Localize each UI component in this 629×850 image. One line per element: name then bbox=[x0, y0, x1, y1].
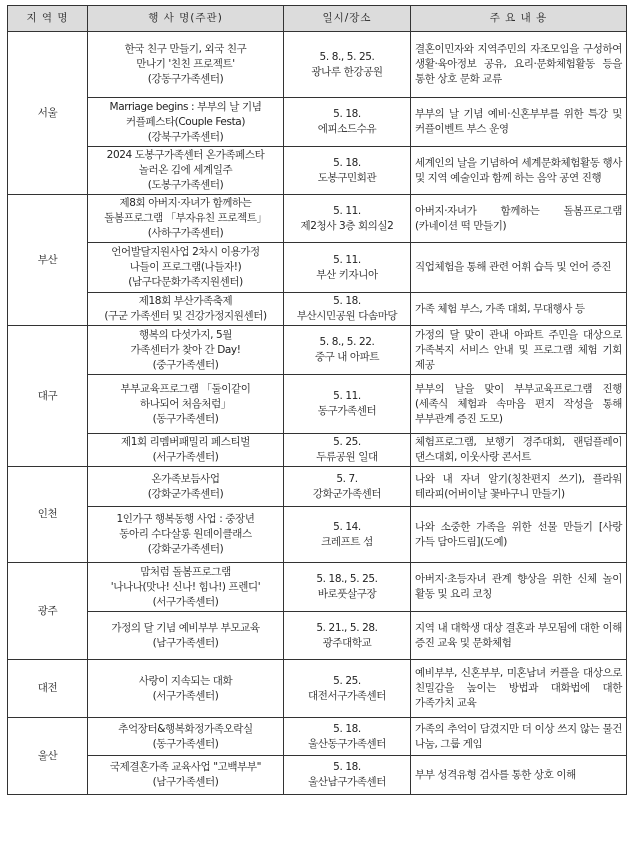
table-row bbox=[8, 375, 627, 434]
event-line: 제18회 부산가족축제 bbox=[138, 295, 233, 307]
event-line: 가정의 달 기념 예비부부 부모교육 bbox=[111, 621, 260, 634]
event-line: 부부교육프로그램 「둘이같이 bbox=[120, 382, 251, 395]
table-body bbox=[8, 32, 627, 795]
table-row bbox=[8, 467, 627, 507]
event-line: 만나기 '친친 프로젝트' bbox=[136, 58, 235, 70]
event-place: 강화군가족센터 bbox=[312, 487, 382, 500]
event-line: Marriage begins : 부부의 날 기념 bbox=[109, 100, 262, 113]
event-line: 제8회 아버지·자녀가 함께하는 bbox=[119, 197, 252, 209]
event-place: 광나루 한강공원 bbox=[311, 65, 383, 78]
event-line: 언어발달지원사업 2차시 이용가정 bbox=[111, 246, 260, 258]
date-place-cell bbox=[284, 293, 411, 326]
table-header-row bbox=[8, 6, 627, 32]
date-place-cell bbox=[284, 375, 411, 434]
event-date: 5. 8., 5. 25. bbox=[319, 50, 375, 63]
event-line: 온가족보듬사업 bbox=[151, 472, 220, 485]
event-line: (남구다문화가족지원센터) bbox=[128, 276, 243, 288]
date-place-cell bbox=[284, 195, 411, 243]
description-cell: 가족의 추억이 담겼지만 더 이상 쓰지 않는 물건 나눔, 그룹 게임 bbox=[411, 718, 627, 756]
event-place: 바로풋살구장 bbox=[317, 588, 377, 600]
table-row bbox=[8, 293, 627, 326]
event-line: (구군 가족센터 및 건강가정지원센터) bbox=[104, 310, 267, 322]
date-place-cell bbox=[284, 147, 411, 195]
event-cell bbox=[88, 563, 284, 612]
description-cell: 나와 소중한 가족을 위한 선물 만들기 [사랑 가득 담아드림](도예) bbox=[411, 507, 627, 563]
table-row bbox=[8, 32, 627, 98]
date-place-cell bbox=[284, 718, 411, 756]
event-date: 5. 11. bbox=[333, 390, 361, 402]
event-cell bbox=[88, 612, 284, 660]
table-row bbox=[8, 718, 627, 756]
event-cell bbox=[88, 326, 284, 375]
event-cell bbox=[88, 467, 284, 507]
event-line: (도봉구가족센터) bbox=[147, 179, 224, 191]
region-cell: 광주 bbox=[8, 563, 88, 660]
event-line: (남구가족센터) bbox=[152, 776, 219, 788]
region-cell: 인천 bbox=[8, 467, 88, 563]
event-line: (강화군가족센터) bbox=[147, 487, 224, 500]
event-line: 가족센터가 찾아 간 Day! bbox=[130, 343, 241, 356]
table-row bbox=[8, 326, 627, 375]
event-place: 광주대학교 bbox=[322, 636, 372, 649]
event-line: 동아리 수다살롱 원데이클래스 bbox=[119, 528, 252, 540]
event-date: 5. 18., 5. 25. bbox=[316, 573, 378, 585]
event-cell bbox=[88, 147, 284, 195]
event-place: 크레프트 섬 bbox=[321, 535, 373, 548]
event-place: 부산 키자니아 bbox=[316, 268, 378, 281]
event-date: 5. 18. bbox=[333, 761, 361, 773]
event-line: 하나되어 처음처럼」 bbox=[140, 397, 231, 410]
event-date: 5. 18. bbox=[333, 156, 361, 169]
event-line: 추억장터&행복화정가족오락실 bbox=[118, 722, 253, 735]
region-cell: 대구 bbox=[8, 326, 88, 467]
event-place: 에피소드수유 bbox=[317, 123, 377, 135]
event-line: 제1회 리멤버패밀리 페스티벌 bbox=[120, 436, 251, 448]
event-line: 커플페스타(Couple Festa) bbox=[125, 115, 246, 128]
document-page bbox=[7, 5, 626, 795]
event-cell bbox=[88, 293, 284, 326]
event-place: 울산남구가족센터 bbox=[308, 776, 386, 788]
date-place-cell bbox=[284, 243, 411, 293]
table-row bbox=[8, 98, 627, 147]
event-line: (서구가족센터) bbox=[152, 595, 219, 608]
event-cell bbox=[88, 718, 284, 756]
description-cell: 부부의 날 기념 예비·신혼부부를 위한 특강 및 커플이벤트 부스 운영 bbox=[411, 98, 627, 147]
event-table bbox=[7, 5, 627, 795]
event-line: '나나나(맛나! 신나! 힘나!) 프렌디' bbox=[110, 580, 261, 593]
event-place: 부산시민공원 다솜마당 bbox=[296, 310, 398, 322]
description-cell: 결혼이민자와 지역주민의 자조모임을 구성하여 생활·육아정보 공유, 요리·문화체험활동 등을 통한 상호 문화 교류 bbox=[411, 32, 627, 98]
event-date: 5. 7. bbox=[336, 472, 358, 485]
region-cell: 서울 bbox=[8, 32, 88, 195]
event-line: (동구가족센터) bbox=[152, 737, 219, 750]
date-place-cell bbox=[284, 467, 411, 507]
event-cell bbox=[88, 98, 284, 147]
table-row bbox=[8, 147, 627, 195]
event-line: 한국 친구 만들기, 외국 친구 bbox=[124, 43, 247, 55]
event-place: 제2청사 3층 회의실2 bbox=[300, 219, 394, 232]
description-cell: 아버지·자녀가 함께하는 돌봄프로그램(카네이션 떡 만들기) bbox=[411, 195, 627, 243]
date-place-cell bbox=[284, 32, 411, 98]
event-cell bbox=[88, 434, 284, 467]
region-cell: 울산 bbox=[8, 718, 88, 795]
event-line: (강동구가족센터) bbox=[147, 73, 224, 85]
event-line: (서구가족센터) bbox=[152, 689, 219, 702]
date-place-cell bbox=[284, 326, 411, 375]
event-line: 행복의 다섯가지, 5월 bbox=[138, 328, 233, 341]
table-row bbox=[8, 434, 627, 467]
date-place-cell bbox=[284, 507, 411, 563]
event-cell bbox=[88, 756, 284, 795]
date-place-cell bbox=[284, 563, 411, 612]
header-event: 행 사 명(주관) bbox=[88, 6, 284, 32]
event-line: 1인가구 행복동행 사업 : 중장년 bbox=[116, 513, 255, 525]
event-date: 5. 25. bbox=[333, 674, 361, 687]
event-cell bbox=[88, 375, 284, 434]
event-date: 5. 11. bbox=[333, 253, 361, 266]
description-cell: 체험프로그램, 보행기 경주대회, 랜덤플레이 댄스대회, 이웃사랑 콘서트 bbox=[411, 434, 627, 467]
event-line: (강북구가족센터) bbox=[147, 130, 224, 143]
event-line: 나들이 프로그램(나들자!) bbox=[129, 261, 242, 273]
description-cell: 가족 체험 부스, 가족 대회, 무대행사 등 bbox=[411, 293, 627, 326]
event-date: 5. 11. bbox=[333, 204, 361, 217]
event-place: 울산동구가족센터 bbox=[308, 737, 386, 750]
event-date: 5. 14. bbox=[333, 520, 361, 533]
event-place: 두류공원 일대 bbox=[316, 451, 378, 463]
event-line: 놀러온 김에 세계일주 bbox=[138, 164, 233, 176]
event-line: 2024 도봉구가족센터 온가족페스타 bbox=[106, 149, 265, 161]
event-line: (중구가족센터) bbox=[152, 358, 219, 371]
date-place-cell bbox=[284, 434, 411, 467]
event-date: 5. 18. bbox=[333, 295, 361, 307]
event-cell bbox=[88, 32, 284, 98]
description-cell: 지역 내 대학생 대상 결혼과 부모됨에 대한 이해 증진 교육 및 문화체험 bbox=[411, 612, 627, 660]
description-cell: 세계인의 날을 기념하여 세계문화체험활동 행사 및 지역 예술인과 함께 하는 음악 공연 진행 bbox=[411, 147, 627, 195]
description-cell: 부부 성격유형 검사를 통한 상호 이해 bbox=[411, 756, 627, 795]
event-date: 5. 25. bbox=[333, 436, 361, 448]
event-place: 대전서구가족센터 bbox=[308, 689, 386, 702]
event-place: 동구가족센터 bbox=[317, 405, 377, 417]
table-row bbox=[8, 563, 627, 612]
date-place-cell bbox=[284, 756, 411, 795]
event-line: (강화군가족센터) bbox=[147, 543, 224, 555]
header-region: 지 역 명 bbox=[8, 6, 88, 32]
event-line: (서구가족센터) bbox=[152, 451, 219, 463]
date-place-cell bbox=[284, 98, 411, 147]
description-cell: 부부의 날을 맞이 부부교육프로그램 진행(세족식 체험과 속마음 편지 작성을 통해 부부관계 증진 도모) bbox=[411, 375, 627, 434]
date-place-cell bbox=[284, 612, 411, 660]
event-line: (동구가족센터) bbox=[152, 412, 219, 425]
event-date: 5. 8., 5. 22. bbox=[319, 336, 375, 348]
table-row bbox=[8, 756, 627, 795]
description-cell: 예비부부, 신혼부부, 미혼남녀 커플을 대상으로 친밀감을 높이는 방법과 대화법에 대한 가족가치 교육 bbox=[411, 660, 627, 718]
event-line: 사랑이 지속되는 대화 bbox=[138, 674, 233, 687]
event-cell bbox=[88, 660, 284, 718]
event-cell bbox=[88, 243, 284, 293]
event-line: (사하구가족센터) bbox=[147, 227, 224, 239]
date-place-cell bbox=[284, 660, 411, 718]
description-cell: 나와 내 자녀 알기(칭찬편지 쓰기), 플라워 테라피(어버이날 꽃바구니 만들기) bbox=[411, 467, 627, 507]
event-line: 돌봄프로그램 「부자유친 프로젝트」 bbox=[104, 212, 267, 224]
table-row bbox=[8, 243, 627, 293]
event-line: 국제결혼가족 교육사업 "고백부부" bbox=[109, 761, 262, 773]
event-place: 도봉구민회관 bbox=[317, 171, 377, 184]
event-date: 5. 21., 5. 28. bbox=[316, 621, 378, 634]
description-cell: 직업체험을 통해 관련 어휘 습득 및 언어 증진 bbox=[411, 243, 627, 293]
description-cell: 가정의 달 맞이 관내 아파트 주민을 대상으로 가족복지 서비스 안내 및 프로그램 체험 기회 제공 bbox=[411, 326, 627, 375]
description-cell: 아버지·초등자녀 관계 향상을 위한 신체 놀이 활동 및 요리 코칭 bbox=[411, 563, 627, 612]
event-line: (남구가족센터) bbox=[152, 636, 219, 649]
table-row bbox=[8, 612, 627, 660]
table-row bbox=[8, 195, 627, 243]
event-cell bbox=[88, 195, 284, 243]
header-date-place: 일시/장소 bbox=[284, 6, 411, 32]
region-cell: 부산 bbox=[8, 195, 88, 326]
event-line: 맘처럼 돌봄프로그램 bbox=[140, 565, 231, 578]
event-cell bbox=[88, 507, 284, 563]
event-place: 중구 내 아파트 bbox=[314, 351, 380, 363]
region-cell: 대전 bbox=[8, 660, 88, 718]
event-date: 5. 18. bbox=[333, 722, 361, 735]
header-description: 주 요 내 용 bbox=[411, 6, 627, 32]
table-row bbox=[8, 507, 627, 563]
table-row bbox=[8, 660, 627, 718]
event-date: 5. 18. bbox=[333, 108, 361, 120]
